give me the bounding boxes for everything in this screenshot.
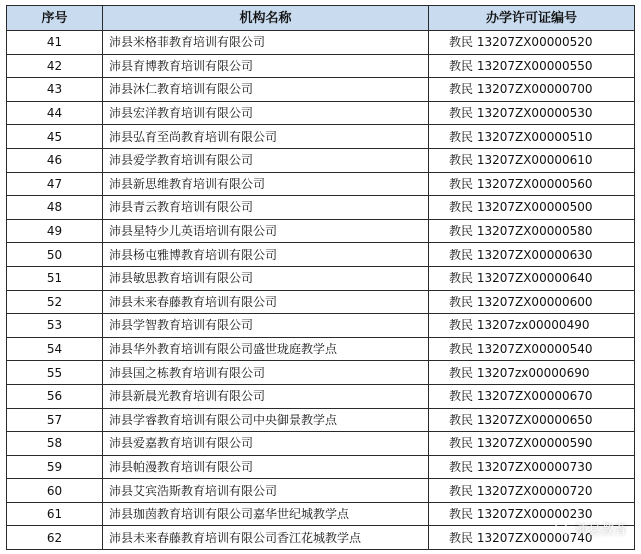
cell-serial: 43 [7,78,103,102]
cell-license-number: 教民 13207ZX00000580 [429,219,635,243]
cell-license-number: 教民 13207ZX00000610 [429,148,635,172]
table-row [7,266,635,290]
table-row [7,455,635,479]
cell-serial: 57 [7,408,103,432]
table-row [7,290,635,314]
cell-serial: 42 [7,54,103,78]
cell-license-number: 教民 13207ZX00000600 [429,290,635,314]
cell-serial: 41 [7,31,103,55]
cell-license-number: 教民 13207ZX00000640 [429,266,635,290]
cell-serial: 59 [7,455,103,479]
cell-serial: 45 [7,125,103,149]
institution-table [6,5,635,550]
cell-serial: 47 [7,172,103,196]
cell-serial: 60 [7,479,103,503]
cell-license-number: 教民 13207ZX00000730 [429,455,635,479]
cell-serial: 51 [7,266,103,290]
cell-institution-name: 沛县华外教育培训有限公司盛世珑庭教学点 [103,337,429,361]
cell-license-number: 教民 13207ZX00000520 [429,31,635,55]
cell-serial: 52 [7,290,103,314]
cell-institution-name: 沛县帕漫教育培训有限公司 [103,455,429,479]
cell-institution-name: 沛县学智教育培训有限公司 [103,314,429,338]
cell-serial: 61 [7,502,103,526]
table-body [7,31,635,550]
cell-institution-name: 沛县育博教育培训有限公司 [103,54,429,78]
header-serial: 序号 [7,6,103,31]
cell-institution-name: 沛县青云教育培训有限公司 [103,196,429,220]
cell-institution-name: 沛县米格菲教育培训有限公司 [103,31,429,55]
cell-serial: 44 [7,101,103,125]
cell-license-number: 教民 13207ZX00000550 [429,54,635,78]
table-row [7,243,635,267]
table-row [7,148,635,172]
cell-serial: 48 [7,196,103,220]
cell-license-number: 教民 13207ZX00000230 [429,502,635,526]
cell-serial: 58 [7,432,103,456]
cell-license-number: 教民 13207ZX00000630 [429,243,635,267]
cell-license-number: 教民 13207ZX00000720 [429,479,635,503]
cell-license-number: 教民 13207ZX00000500 [429,196,635,220]
table-row [7,384,635,408]
table-row [7,314,635,338]
table-row [7,31,635,55]
table-header-row [7,6,635,31]
table-row [7,78,635,102]
cell-serial: 56 [7,384,103,408]
cell-serial: 46 [7,148,103,172]
table-row [7,219,635,243]
cell-serial: 54 [7,337,103,361]
cell-institution-name: 沛县未来春藤教育培训有限公司香江花城教学点 [103,526,429,550]
table-row [7,125,635,149]
cell-institution-name: 沛县新晨光教育培训有限公司 [103,384,429,408]
cell-license-number: 教民 13207ZX00000650 [429,408,635,432]
table-row [7,172,635,196]
cell-license-number: 教民 13207ZX00000590 [429,432,635,456]
cell-institution-name: 沛县爱嘉教育培训有限公司 [103,432,429,456]
table-row [7,54,635,78]
table-row [7,101,635,125]
cell-institution-name: 沛县学睿教育培训有限公司中央御景教学点 [103,408,429,432]
table-row [7,526,635,550]
table-row [7,502,635,526]
cell-license-number: 教民 13207ZX00000700 [429,78,635,102]
cell-serial: 55 [7,361,103,385]
cell-license-number: 教民 13207zx00000490 [429,314,635,338]
table-row [7,337,635,361]
cell-license-number: 教民 13207ZX00000560 [429,172,635,196]
cell-license-number: 教民 13207ZX00000740 [429,526,635,550]
cell-institution-name: 沛县敏思教育培训有限公司 [103,266,429,290]
cell-institution-name: 沛县珈茵教育培训有限公司嘉华世纪城教学点 [103,502,429,526]
cell-license-number: 教民 13207ZX00000540 [429,337,635,361]
table-row [7,196,635,220]
cell-serial: 49 [7,219,103,243]
cell-institution-name: 沛县国之栋教育培训有限公司 [103,361,429,385]
cell-institution-name: 沛县宏洋教育培训有限公司 [103,101,429,125]
header-license-number: 办学许可证编号 [429,6,635,31]
header-institution-name: 机构名称 [103,6,429,31]
cell-institution-name: 沛县星特少儿英语培训有限公司 [103,219,429,243]
cell-license-number: 教民 13207ZX00000670 [429,384,635,408]
cell-license-number: 教民 13207ZX00000510 [429,125,635,149]
table-row [7,432,635,456]
cell-serial: 50 [7,243,103,267]
table-row [7,479,635,503]
cell-serial: 62 [7,526,103,550]
cell-institution-name: 沛县新思维教育培训有限公司 [103,172,429,196]
cell-institution-name: 沛县未来春藤教育培训有限公司 [103,290,429,314]
watermark [555,519,627,538]
cell-institution-name: 沛县弘育至尚教育培训有限公司 [103,125,429,149]
table-row [7,361,635,385]
cell-institution-name: 沛县沐仁教育培训有限公司 [103,78,429,102]
watermark-text: 沛县教育 [574,523,627,538]
cell-institution-name: 沛县杨屯雅博教育培训有限公司 [103,243,429,267]
cell-institution-name: 沛县艾宾浩斯教育培训有限公司 [103,479,429,503]
cell-serial: 53 [7,314,103,338]
table-container [6,5,634,550]
cell-license-number: 教民 13207zx00000690 [429,361,635,385]
cell-license-number: 教民 13207ZX00000530 [429,101,635,125]
wechat-icon [555,522,571,536]
table-row [7,408,635,432]
cell-institution-name: 沛县爱学教育培训有限公司 [103,148,429,172]
